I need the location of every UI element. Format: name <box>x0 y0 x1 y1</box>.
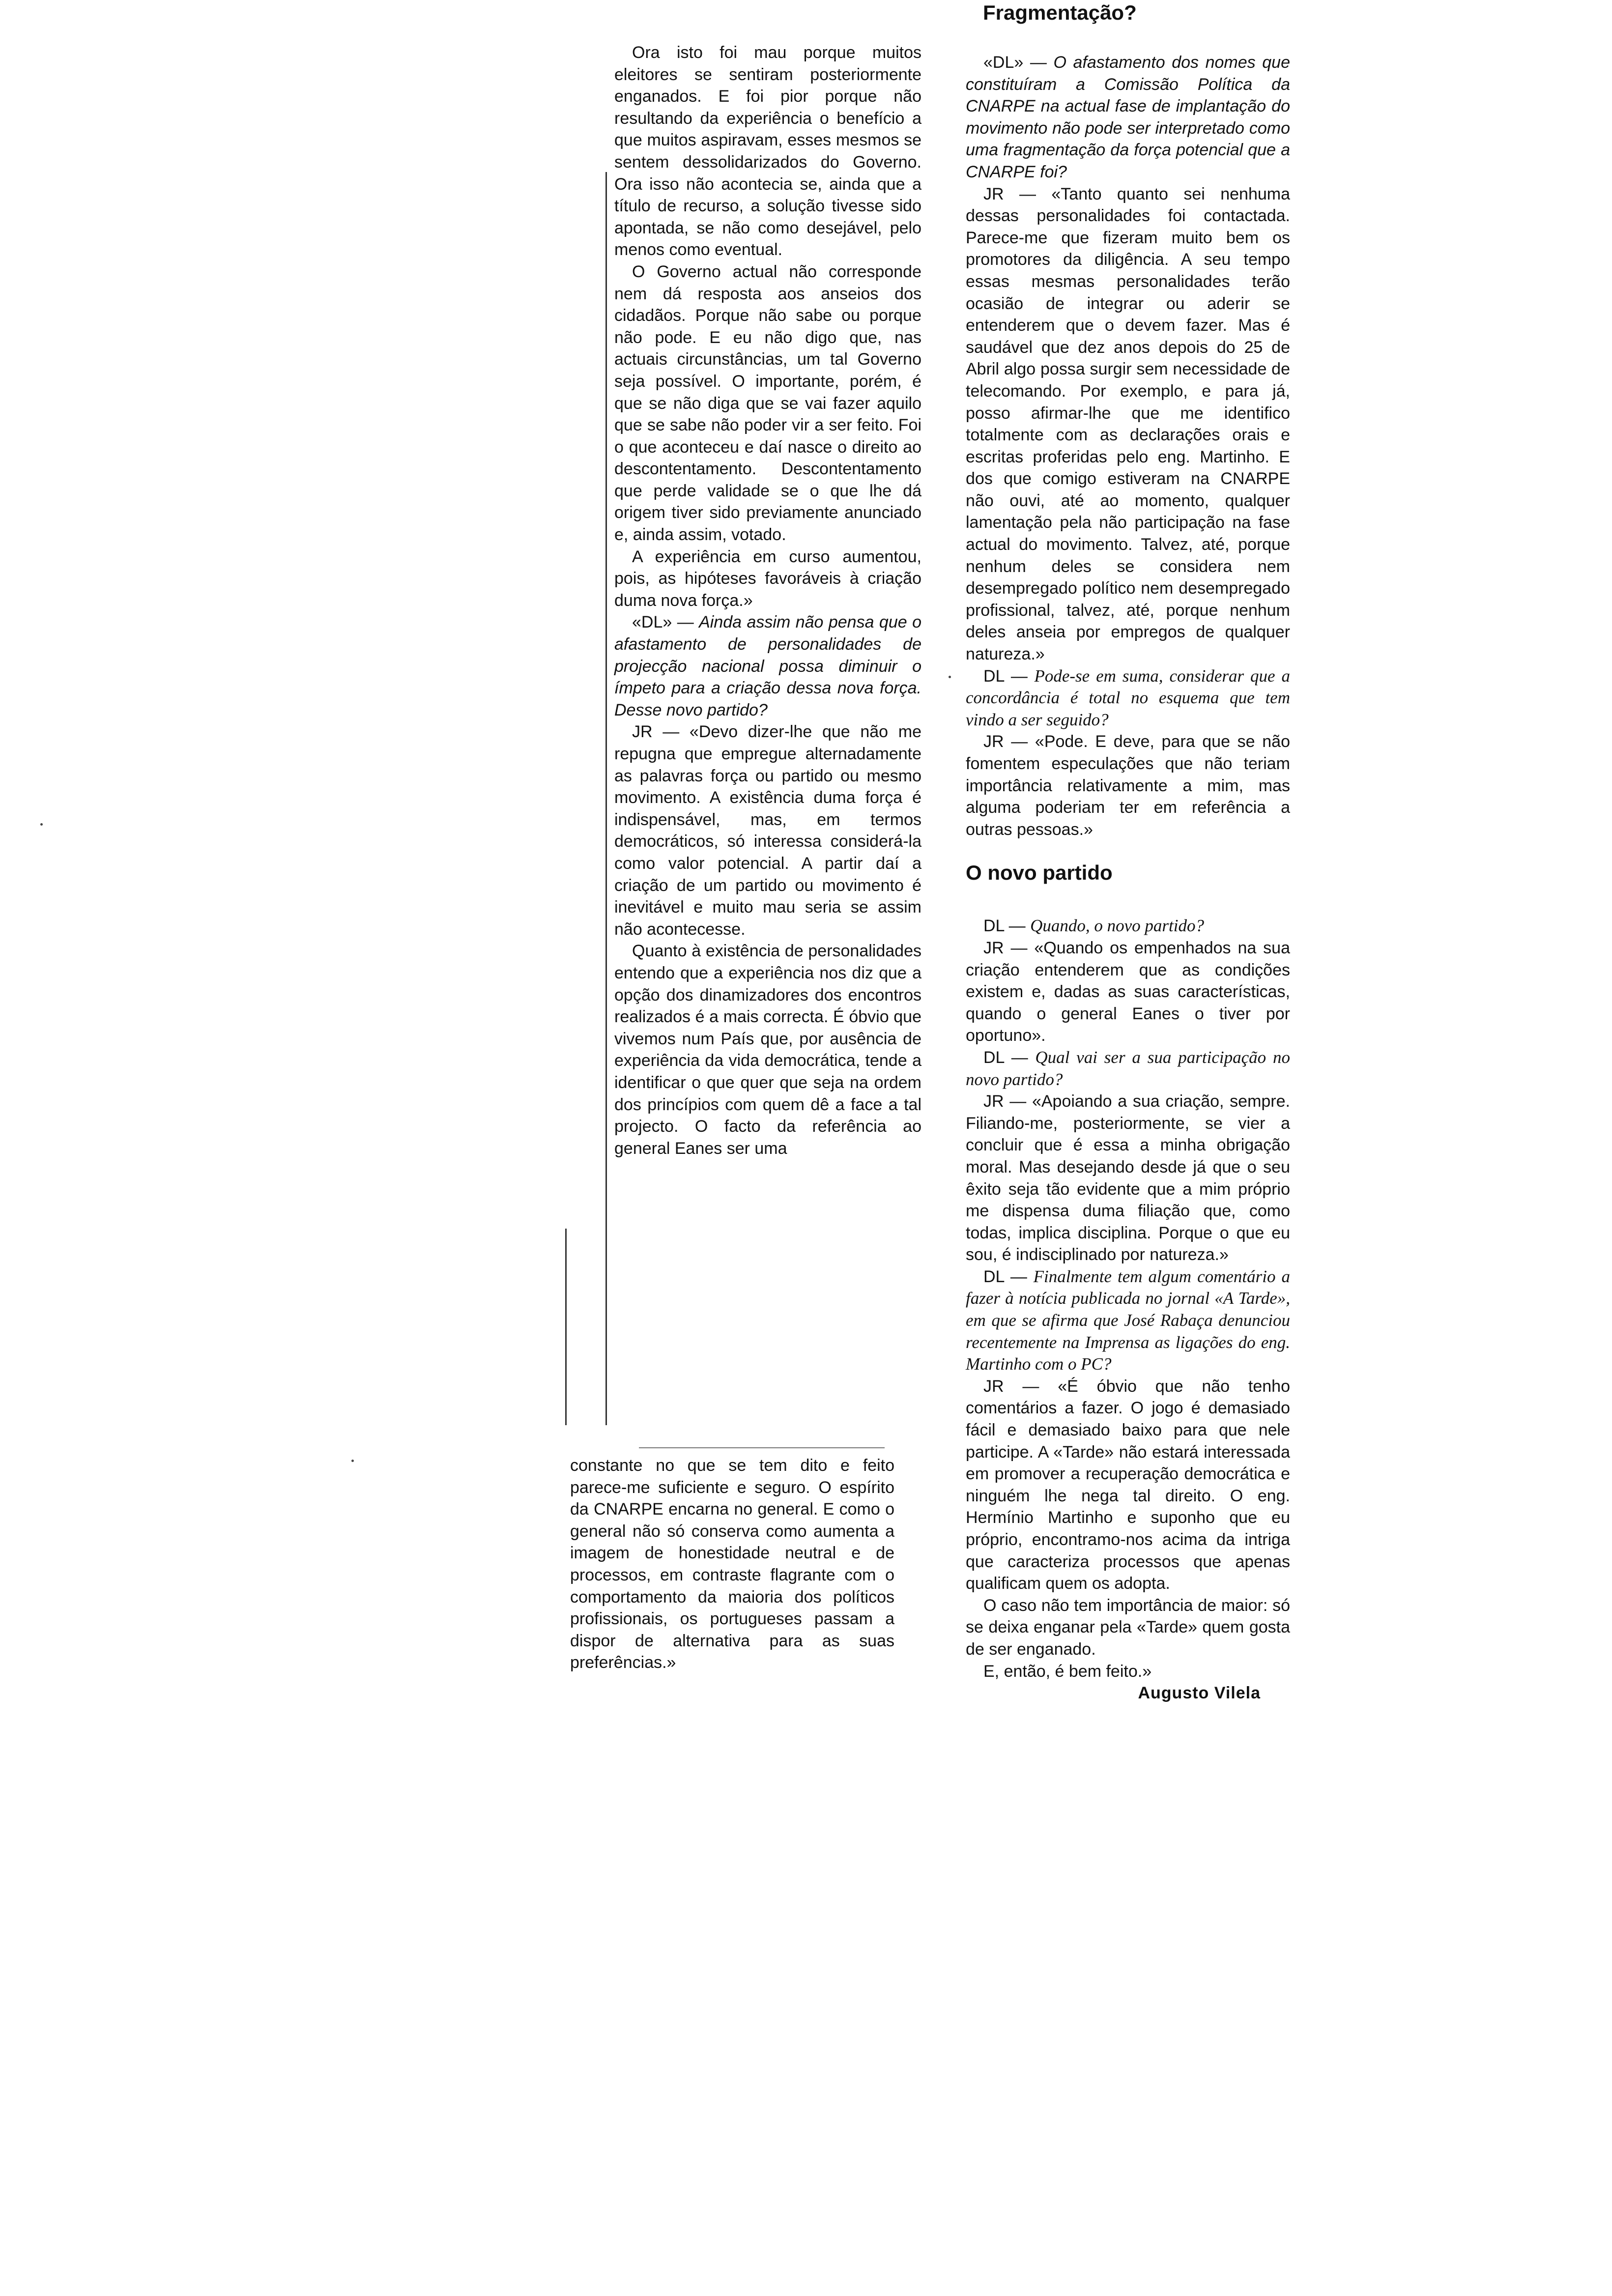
article-paragraph <box>570 1455 894 1674</box>
article-left-column-continued <box>570 1455 894 1674</box>
column-rule-left-lower <box>565 1229 567 1425</box>
article-paragraph <box>966 1047 1290 1091</box>
article-paragraph <box>966 731 1290 840</box>
article-paragraph <box>966 1595 1290 1661</box>
article-paragraph <box>614 261 921 546</box>
article-paragraph <box>614 42 921 261</box>
article-paragraph <box>966 1091 1290 1266</box>
paragraph-text: JR — «Tanto quanto sei nenhuma dessas personalidades foi contactada. Parece-me que fizeram muito bem os promotores da diligência. A seu tempo essas mesmas personalidades terão ocasião de integrar ou aderir se entenderem que o devem fazer. Mas é saudável que dez anos depois do 25 de Abril algo possa surgir sem necessidade de telecomando. Por exemplo, e para já, posso afirmar-lhe que me identifico totalmente com as declarações orais e escritas proferidas pelo eng. Martinho. E dos que comigo estiveram na CNARPE não ouvi, até ao momento, qualquer lamentação pela não participação na fase actual do movimento. Talvez, até, porque nenhum deles se considera nem desempregado político nem desempregado profissional, talvez, até, porque nenhum deles anseia por empregos de qualquer natureza.» <box>966 184 1290 664</box>
article-paragraph <box>966 52 1290 183</box>
paragraph-text: constante no que se tem dito e feito parece-me suficiente e seguro. O espírito da CNARPE encarna no general. E como o general não só conserva como aumenta a imagem de honestidade neutral e de processos, em contraste flagrante com o comportamento da maioria dos políticos profissionais, os portugueses passam a dispor de alternativa para as suas preferências.» <box>570 1456 894 1672</box>
right-column-part2 <box>966 915 1290 1682</box>
paragraph-text: JR — «Apoiando a sua criação, sempre. Filiando-me, posteriormente, se vier a concluir que é essa a minha obrigação moral. Mas desejando desde já que o seu êxito seja tão evidente que a mim próprio me dispensa duma filiação que, como todas, implica disciplina. Porque o que eu sou, é indisciplinado por natureza.» <box>966 1092 1290 1264</box>
article-paragraph <box>614 940 921 1159</box>
speaker-label: «DL» — <box>632 613 699 632</box>
paragraph-text: JR — «Devo dizer-lhe que não me repugna que empregue alternadamente as palavras força ou partido ou mesmo movimento. A existência duma força é indispensável, mas, em termos democráticos, só interessa considerá-la como valor potencial. A partir daí a criação de um partido ou movimento é inevitável e muito mau seria se assim não acontecesse. <box>614 722 921 939</box>
paragraph-text: Pode-se em suma, considerar que a concordância é total no esquema que tem vindo a ser seguido? <box>966 666 1291 729</box>
article-paragraph <box>614 721 921 940</box>
section-heading-fragmentacao: Fragmentação? <box>983 1 1137 24</box>
article-author: Augusto Vilela <box>1138 1684 1261 1703</box>
scan-speck <box>949 676 951 678</box>
scan-speck <box>40 823 43 826</box>
article-right-column <box>966 52 1290 1704</box>
paragraph-text: Quanto à existência de personalidades entendo que a experiência nos diz que a opção dos dinamizadores dos encontros realizados é a mais correcta. É óbvio que vivemos num País que, por ausência de experiência da vida democrática, tende a identificar o que quer que seja na ordem dos princípios com quem dê a face a tal projecto. O facto da referência ao general Eanes ser uma <box>614 942 921 1158</box>
speaker-label: DL — <box>983 1267 1034 1286</box>
paragraph-text: O afastamento dos nomes que constituíram a Comissão Política da CNARPE na actual fase de implantação do movimento não pode ser interpretado como uma fragmentação da força potencial que a CNARPE foi? <box>966 53 1290 181</box>
article-left-column <box>614 42 921 1159</box>
paragraph-text: O caso não tem importância de maior: só se deixa enganar pela «Tarde» quem gosta de ser enganado. <box>966 1596 1290 1659</box>
article-paragraph <box>966 1266 1290 1376</box>
column-break-rule <box>639 1447 885 1448</box>
article-paragraph <box>966 183 1290 665</box>
paragraph-text: Finalmente tem algum comentário a fazer à notícia publicada no jornal «A Tarde», em que se afirma que José Rabaça denunciou recentemente na Imprensa as ligações do eng. Martinho com o PC? <box>966 1266 1290 1374</box>
article-paragraph <box>614 546 921 612</box>
speaker-label: DL — <box>983 1048 1036 1067</box>
speaker-label: «DL» — <box>983 53 1054 72</box>
paragraph-text: E, então, é bem feito.» <box>983 1662 1152 1681</box>
paragraph-text: JR — «É óbvio que não tenho comentários a fazer. O jogo é demasiado fácil e demasiado baixo para que nele participe. A «Tarde» não estará interessada em promover a recuperação democrática e ninguém lhe nega tal direito. O eng. Hermínio Martinho e suponho que eu próprio, encontramo-nos acima da intriga que caracteriza processos que apenas qualificam quem os adopta. <box>966 1377 1290 1593</box>
article-paragraph <box>966 915 1290 937</box>
article-paragraph <box>966 665 1290 731</box>
article-paragraph <box>614 611 921 721</box>
article-paragraph <box>966 937 1290 1047</box>
article-paragraph <box>966 1661 1290 1683</box>
section-heading-novo-partido: O novo partido <box>966 861 1113 885</box>
paragraph-text: Qual vai ser a sua participação no novo partido? <box>966 1047 1290 1089</box>
paragraph-text: JR — «Pode. E deve, para que se não fomentem especulações que não teriam importância relativamente a mim, mas alguma poderiam ter em referência a outras pessoas.» <box>966 732 1290 839</box>
column-rule-left <box>605 172 607 1425</box>
speaker-label: DL — <box>983 917 1031 936</box>
right-column-part1 <box>966 52 1290 840</box>
speaker-label: DL — <box>983 666 1035 686</box>
article-paragraph <box>966 1376 1290 1595</box>
scan-speck <box>351 1460 354 1462</box>
paragraph-text: O Governo actual não corresponde nem dá resposta aos anseios dos cidadãos. Porque não sabe ou porque não pode. E eu não digo que, nas actuais circunstâncias, um tal Governo seja possível. O importante, porém, é que se não diga que se vai fazer aquilo que se sabe não poder vir a ser feito. Foi o que aconteceu e daí nasce o direito ao descontentamento. Descontentamento que perde validade se o que lhe dá origem tiver sido previamente anunciado e, ainda assim, votado. <box>614 262 921 545</box>
paragraph-text: Ora isto foi mau porque muitos eleitores se sentiram posteriormente enganados. E foi pior porque não resultando da experiência o benefício a que muitos aspiravam, esses mesmos se sentem dessolidarizados do Governo. Ora isso não acontecia se, ainda que a título de recurso, a solução tivesse sido apontada, se não como desejável, pelo menos como eventual. <box>614 43 921 259</box>
paragraph-text: JR — «Quando os empenhados na sua criação entenderem que as condições existem e, dadas as suas características, quando o general Eanes o tiver por oportuno». <box>966 938 1290 1045</box>
paragraph-text: Quando, o novo partido? <box>1030 916 1204 936</box>
paragraph-text: A experiência em curso aumentou, pois, as hipóteses favoráveis à criação duma nova força.» <box>614 547 921 610</box>
paragraph-text: Ainda assim não pensa que o afastamento de personalidades de projecção nacional possa diminuir o ímpeto para a criação dessa nova força. Desse novo partido? <box>614 613 921 719</box>
